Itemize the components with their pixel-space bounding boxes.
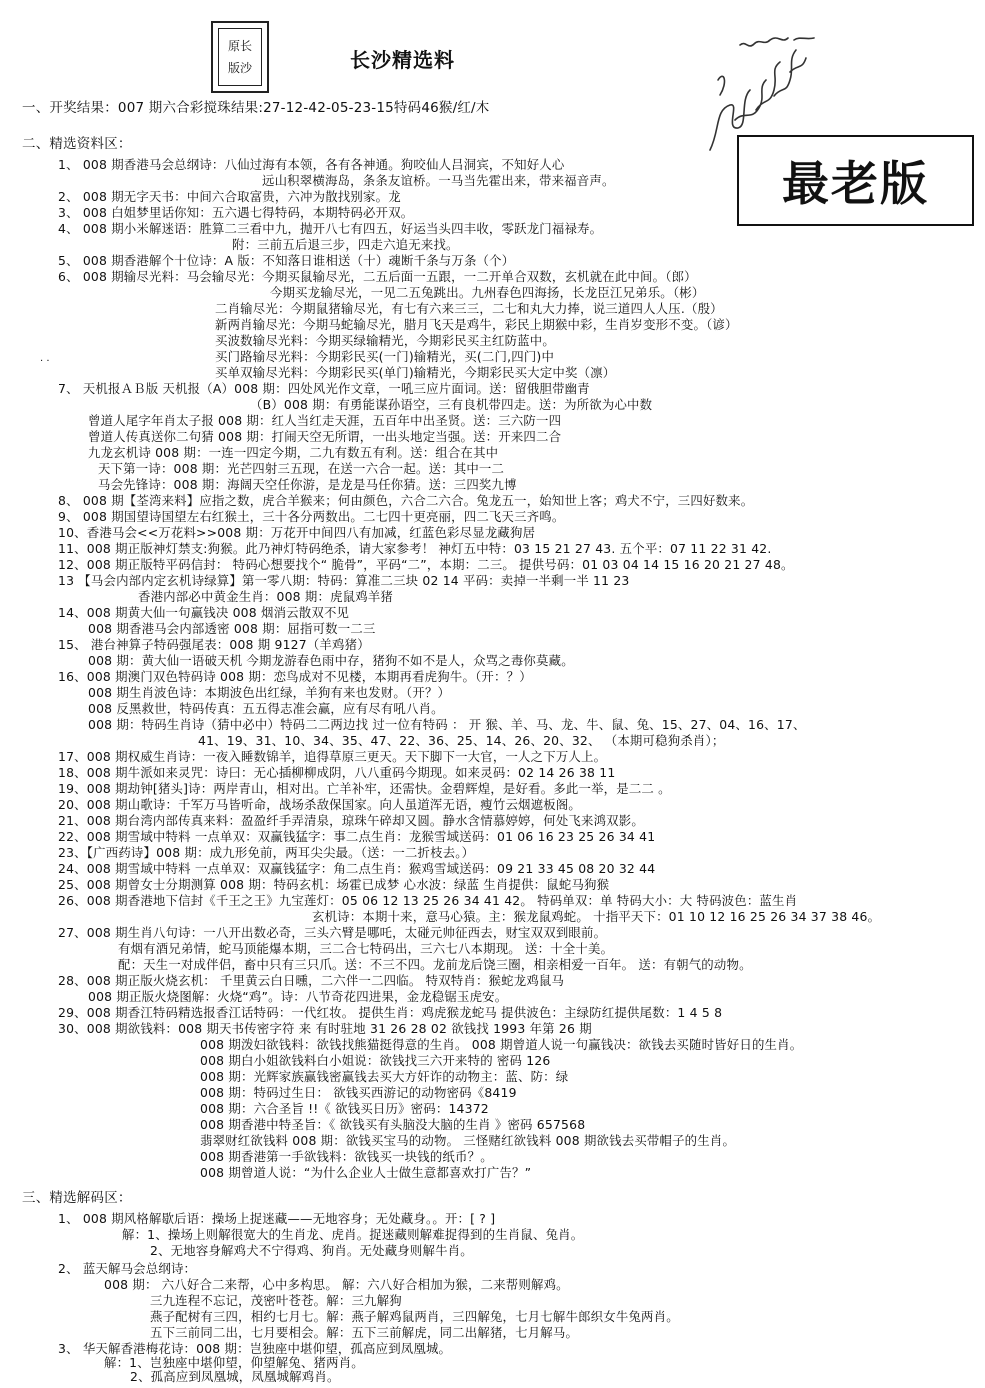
item-13-cont: 香港内部必中黄金生肖：008 期：虎鼠鸡羊猪	[138, 589, 394, 604]
decode-2-cont-3: 燕子配树有三四，相约七月七。解：燕子解鸡鼠两肖，三四解兔，七月七解牛郎织女牛兔两肖。	[150, 1309, 679, 1324]
item-9: 9、 008 期国望诗国望左右红猴土，三十各分两数出。二七四十更亮丽，四二飞天三齐鸣。	[58, 509, 565, 524]
item-30: 30、008 期欲钱料：008 期天书传密字符 来 有时驻地 31 26 28 02 欲钱找 1993 年第 26 期	[58, 1021, 592, 1036]
item-20: 20、008 期山歌诗：千军万马皆听命，战场杀敌保国家。向人虽道浑无语，瘦竹云烟遮板阁。	[58, 797, 581, 812]
item-30-cont-3: 008 期：光辉家族赢钱密赢钱去买大方奸诈的动物主：蓝、防：绿	[200, 1069, 569, 1084]
item-15: 15、 港台神算子特码强尾表：008 期 9127（羊鸡猪）	[58, 637, 370, 652]
decode-1-cont-2: 2、无地容身解鸡犬不宁得鸡、狗肖。无处藏身则解牛肖。	[150, 1243, 473, 1258]
item-16-cont-3: 008 期：特码生肖诗（猜中必中）特码二二两边找 过一位有特码 ： 开 猴、羊、马、龙、牛、鼠、兔、15、27、04、16、17、	[88, 717, 806, 732]
item-29: 29、008 期香江特码精选报香江话特码：一代红妆。 提供生肖：鸡虎猴龙蛇马 提供波色：主绿防红提供尾数：1 4 5 8	[58, 1005, 723, 1020]
decode-1-cont-1: 解：1、操场上则解很宽大的生肖龙、虎肖。捉迷藏则解难捉得到的生肖鼠、兔肖。	[122, 1227, 584, 1242]
oldest-version-badge: 最老版	[737, 135, 974, 226]
item-23: 23、【广西药诗】008 期：成九形免前，两耳尖尖最。（送：一二折枝去。）	[58, 845, 475, 860]
item-30-cont-9: 008 期曾道人说：“为什么企业人士做生意都喜欢打广告？”	[200, 1165, 532, 1180]
item-1-cont: 远山积翠横海岛，条条友谊桥。一马当先霍出来，带来福音声。	[262, 173, 615, 188]
decode-2-cont-1: 008 期： 六八好合二来帮，心中多构思。 解：六八好合相加为猴，二来帮则解鸡。	[104, 1277, 569, 1292]
stray-dots: . .	[40, 353, 50, 364]
item-19: 19、008 期劫钟[猪头]诗：两岸青山，相对出。亡羊补牢，还需快。金碧辉煌，是好看。多此一举，是二二 。	[58, 781, 671, 796]
item-15-cont: 008 期：黄大仙一语破天机 今期龙游春色雨中存，猪狗不如不是人，众骂之毒你莫藏。	[88, 653, 574, 668]
item-7-cont-6: 马会先锋诗：008 期：海阔天空任你游，是龙是马任你猜。送：三四奖九博	[98, 477, 517, 492]
item-26-cont: 玄机诗：本期十来，意马心猿。主：猴龙鼠鸡蛇。 十指平天下：01 10 12 16 25 26 34 37 38 46。	[312, 909, 881, 924]
item-27-cont-1: 有烟有酒兄弟情，蛇马顶能爆本期，三二合七特码出，三六七八本期现。 送：十全十美。	[118, 941, 614, 956]
item-6: 6、 008 期输尽光料：马会输尽光：今期买鼠输尽光，二五后面一五跟，一二开单合双数，玄机就在此中间。（郎）	[58, 269, 697, 284]
section-selected-data: 二、精选资料区：	[22, 136, 132, 152]
item-10: 10、香港马会<<万花料>>008 期：万花开中间四八有加减，红蓝色彩尽显龙藏狗居	[58, 525, 536, 540]
section-decode: 三、精选解码区：	[22, 1190, 132, 1206]
stamp-line-2: 版沙	[227, 61, 252, 75]
item-2: 2、 008 期无字天书：中间六合取富贵，六冲为散找别家。龙	[58, 189, 401, 204]
item-12: 12、008 期正版特平码信封： 特码心想要找个“ 脆骨”，平码“二”，本期：二三。 提供号码：01 03 04 14 15 16 20 21 27 48。	[58, 557, 794, 572]
item-13: 13 【马会内部内定玄机诗绿算】第一零八期：特码：算准二三块 02 14 平码：卖掉一半剩一半 11 23	[58, 573, 630, 588]
item-30-cont-4: 008 期：特码过生日： 欲钱买西游记的动物密码《8419	[200, 1085, 517, 1100]
item-7-cont-3: 曾道人传真送你二句猜 008 期：打闹天空无所谓，一出头地定当强。送：开来四二合	[88, 429, 562, 444]
item-27: 27、008 期生肖八句诗：一八开出数必奇，三头六臂是哪吒，太碰元帅征西去，财宝双双到眼前。	[58, 925, 607, 940]
item-3: 3、 008 白姐梦里话你知：五六遇七得特码，本期特码必开双。	[58, 205, 414, 220]
decode-3-cont-2: 2、孤高应到凤凰城，凤凰城解鸡肖。	[130, 1369, 340, 1384]
item-1: 1、 008 期香港马会总纲诗：八仙过海有本领，各有各神通。狗咬仙人吕洞宾，不知好人心	[58, 157, 565, 172]
decode-2: 2、 蓝天解马会总纲诗：	[58, 1261, 197, 1276]
decode-3-cont-1: 解：1、岂独座中堪仰望，仰望解兔、猪两肖。	[104, 1355, 364, 1370]
item-16-cont-2: 008 反黑救世，特码传真：五五得志准会赢，应有尽有吼八肖。	[88, 701, 444, 716]
stamp-line-1: 原长	[227, 39, 252, 53]
item-18: 18、008 期牛派如来灵咒：诗曰：无心插柳柳成阴，八八重码今期现。如来灵码：02 14 26 38 11	[58, 765, 616, 780]
item-16-cont-1: 008 期生肖波色诗：本期波色出红绿，羊狗有来也发财。（开？）	[88, 685, 451, 700]
decode-2-cont-4: 五下三前同二出，七月要相会。解：五下三前解虎，同二出解猪，七月解马。	[150, 1325, 579, 1340]
item-7-cont-5: 天下第一诗：008 期：光芒四射三五现，在送一六合一起。送：其中一二	[98, 461, 505, 476]
decode-1: 1、 008 期风格解歇后语：操场上捉迷藏——无地容身；无处藏身。。开：[ ? ]	[58, 1211, 496, 1226]
item-22: 22、008 期雪域中特料 一点单双：双赢钱猛字：事二点生肖：龙猴雪域送码：01 06 16 23 25 26 34 41	[58, 829, 656, 844]
item-25: 25、008 期曾女士分期测算 008 期：特码玄机：场霍已成梦 心水波：绿蓝 生肖提供：鼠蛇马狗猴	[58, 877, 610, 892]
item-7: 7、 天机报ＡＢ版 天机报（A）008 期：四处风光作文章，一吼三应片面词。送：留俄胆带幽青	[58, 381, 590, 396]
item-21: 21、008 期台湾内部传真来料：盈盈纤手弄清泉，琼珠午碎却又圆。静水含情慕婷婷，何处飞来鸿双影。	[58, 813, 644, 828]
section-draw-result: 一、开奖结果：007 期六合彩搅珠结果:27-12-42-05-23-15特码46猴/红/木	[22, 100, 490, 116]
item-17: 17、008 期权威生肖诗：一夜入睡数锦羊，追得草原三更天。天下脚下一大官，一人之下万人上。	[58, 749, 607, 764]
item-28: 28、008 期正版火烧玄机： 千里黄云白日曛，二六伴一二四临。 特双特肖：猴蛇龙鸡鼠马	[58, 973, 565, 988]
item-7-cont-4: 九龙玄机诗 008 期：一连一四定今期，二九有数五有利。送：组合在其中	[88, 445, 499, 460]
item-8: 8、 008 期【荃湾来料】应指之数，虎合羊猴来；何由颜色，六合二六合。兔龙五一，始知世上客；鸡犬不宁，三四好数来。	[58, 493, 754, 508]
item-5: 5、 008 期香港解个十位诗：A 版：不知落日谁相送（十）魂断千条与万条（个）	[58, 253, 515, 268]
item-30-cont-6: 008 期香港中特圣旨：《 欲钱买有头脑没大脑的生肖 》密码 657568	[200, 1117, 586, 1132]
item-7-cont-2: 曾道人尾字年肖太子报 008 期：红人当红走天涯，五百年中出圣贤。送：三六防一四	[88, 413, 562, 428]
item-6-cont-2: 二肖输尽光：今期鼠猪输尽光，有七有六来三三，二七和丸大力捧，说三道四人人压.（殷）	[215, 301, 723, 316]
item-16-cont-4: 41、19、31、10、34、35、47、22、36、25、14、26、20、32、 （本期可稳狗杀肖）；	[198, 733, 725, 748]
item-6-cont-6: 买单双输尽光料：今期彩民买(单门)输精光，今期彩民买大定中奖（凛）	[215, 365, 616, 380]
item-14-cont: 008 期香港马会内部透密 008 期：屈指可数一二三	[88, 621, 376, 636]
decode-2-cont-2: 三九连程不忘记，茂密叶苍苍。解：三九解狗	[150, 1293, 402, 1308]
item-6-cont-1: 今期买龙输尽光，一见二五兔跳出。九州春色四海扬，长龙臣江兄弟乐。（彬）	[270, 285, 705, 300]
item-14: 14、008 期黄大仙一句赢钱决 008 烟消云散双不见	[58, 605, 350, 620]
origin-stamp	[211, 21, 269, 93]
item-30-cont-2: 008 期白小姐欲钱料白小姐说：欲钱找三六开来特的 密码 126	[200, 1053, 551, 1068]
item-6-cont-3: 新两肖输尽光：今期马蛇输尽光，腊月飞天是鸡牛，彩民上期猴中彩，生肖岁变形不变。（谚）	[215, 317, 738, 332]
item-6-cont-5: 买门路输尽光料：今期彩民买(一门)输精光，买(二门,四门)中	[215, 349, 555, 364]
item-30-cont-7: 翡翠财红欲钱料 008 期：欲钱买宝马的动物。 三怪赌红欲钱料 008 期欲钱去买带帽子的生肖。	[200, 1133, 736, 1148]
item-4: 4、 008 期小米解迷语：胜算二三看中九，抛开八七有四五，好运当头四丰收，零跃龙门福禄寿。	[58, 221, 603, 236]
item-30-cont-8: 008 期香港第一手欲钱料：欲钱买一块钱的纸币？。	[200, 1149, 493, 1164]
item-27-cont-2: 配：天生一对成伴侣，畜中只有三只爪。送：不三不四。龙前龙后饶三圈，相亲相爱一百年。 送：有朝气的动物。	[118, 957, 752, 972]
item-26: 26、008 期香港地下信封《千王之王》九宝莲灯：05 06 12 13 25 26 34 41 42。 特码单双：单 特码大小：大 特码波色：蓝生肖	[58, 893, 798, 908]
item-7-cont-1: （B）008 期：有勇能谋孙语空，三有良机带四走。送：为所欲为心中数	[250, 397, 653, 412]
item-4-cont: 附：三前五后退三步，四走六追无来找。	[232, 237, 459, 252]
item-28-cont: 008 期正版火烧图解：火烧“鸡”。诗：八节奇花四进果，金龙稳锯玉虎安。	[88, 989, 508, 1004]
decode-3: 3、 华天解香港梅花诗：008 期：岂独座中堪仰望，孤高应到凤凰城。	[58, 1341, 452, 1356]
item-24: 24、008 期雪域中特料 一点单双：双赢钱猛字：角二点生肖：猴鸡雪域送码：09 21 33 45 08 20 32 44	[58, 861, 656, 876]
item-6-cont-4: 买波数输尽光料：今期买绿输精光，今期彩民买主红防蓝中。	[215, 333, 555, 348]
item-11: 11、008 期正版神灯禁支:狗猴。此乃神灯特码绝杀，请大家参考！ 神灯五中特：03 15 21 27 43. 五个平：07 11 22 31 42.	[58, 541, 772, 556]
item-30-cont-5: 008 期：六合圣旨 !!《 欲钱买日历》密码：14372	[200, 1101, 489, 1116]
item-30-cont-1: 008 期泼妇欲钱料：欲钱找熊猫挺得意的生肖。 008 期曾道人说一句赢钱决：欲钱去买随时皆好日的生肖。	[200, 1037, 803, 1052]
item-16: 16、008 期澳门双色特码诗 008 期：恋鸟成对不见楼，本期再看虎狗牛。（开：？）	[58, 669, 532, 684]
page-title: 长沙精选料	[350, 48, 455, 72]
